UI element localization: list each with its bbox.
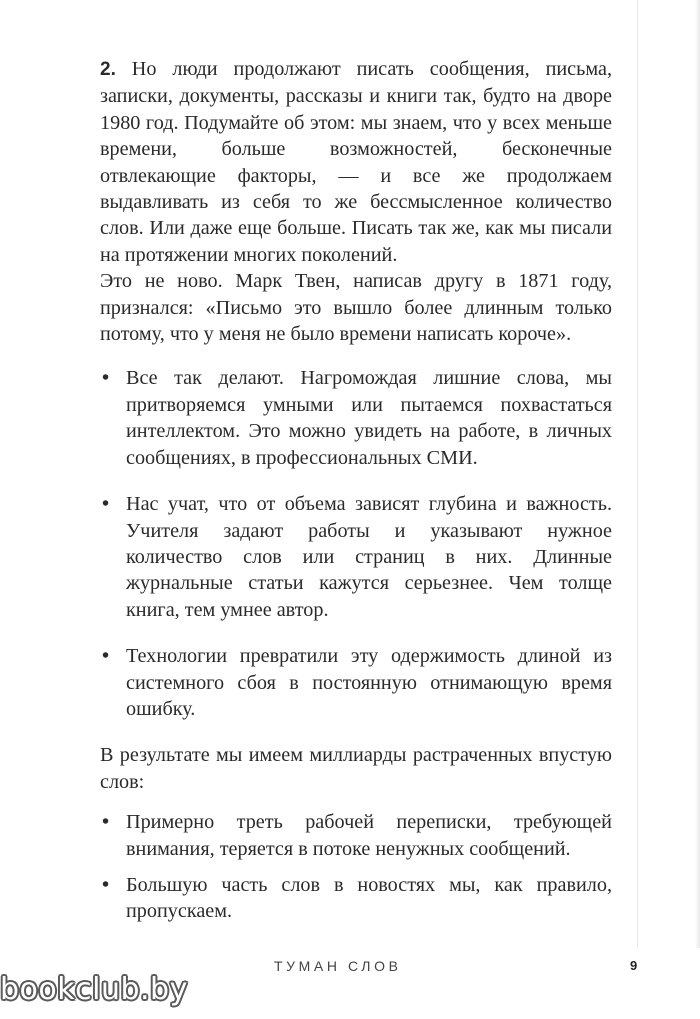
bullet-icon: • [102, 873, 110, 896]
list-item-text: Все так делают. Нагромождая лишние слова, мы притворяемся умными или пытаемся похвастаться интеллектом. Это можно увидеть на работе, в личных сообщениях, в профессиональных СМИ. [126, 367, 612, 469]
item-number: 2. [100, 59, 116, 80]
list-item-text: Примерно треть рабочей переписки, требующей внимания, теряется в потоке ненужных сообщений. [126, 811, 612, 860]
page-edge-shadow [637, 0, 700, 948]
list-item [100, 643, 612, 722]
running-title: ТУМАН СЛОВ [274, 958, 402, 974]
list-item [100, 365, 612, 471]
list-item [100, 491, 612, 623]
bullet-icon: • [102, 811, 110, 834]
paragraph-1 [100, 56, 612, 268]
bullet-list-2 [100, 809, 612, 925]
bullet-icon: • [102, 367, 110, 390]
page-number: 9 [630, 958, 638, 973]
watermark: bookclub.by [0, 972, 188, 1007]
list-item-text: Большую часть слов в новостях мы, как правило, пропускаем. [126, 873, 612, 923]
bullet-icon: • [102, 645, 110, 668]
list-item-text: Технологии превратили эту одержимость длиной из системного сбоя в постоянную отнимающую время ошибку. [126, 645, 612, 720]
list-item [100, 809, 612, 862]
paragraph-1-text: Но люди продолжают писать сообщения, письма, записки, документы, рассказы и книги так, будто на дворе 1980 год. Подумайте об этом: мы знаем, что у всех меньше времени, больше возможностей, бесконечные отвлекающие факторы, — и все же продолжаем выдавливать из себя то же бессмысленное количество слов. Или даже еще больше. Писать так же, как мы писали на протяжении многих поколений. [100, 58, 612, 266]
list-item [100, 872, 612, 925]
paragraph-3-text: В результате мы имеем миллиарды растраченных впустую слов: [100, 744, 612, 793]
paragraph-2 [100, 268, 612, 347]
paragraph-2-text: Это не ново. Марк Твен, написав другу в 1871 году, признался: «Письмо это вышло более длинным только потому, что у меня не было времени написать короче». [100, 270, 612, 346]
bullet-list-1 [100, 365, 612, 722]
page-body [100, 56, 612, 935]
bullet-icon: • [102, 493, 110, 516]
list-item-text: Нас учат, что от объема зависят глубина и важность. Учителя задают работы и указывают нужное количество слов или страниц в них. Длинные журнальные статьи кажутся серьезнее. Чем толще книга, тем умнее автор. [126, 493, 612, 621]
paragraph-3 [100, 742, 612, 795]
